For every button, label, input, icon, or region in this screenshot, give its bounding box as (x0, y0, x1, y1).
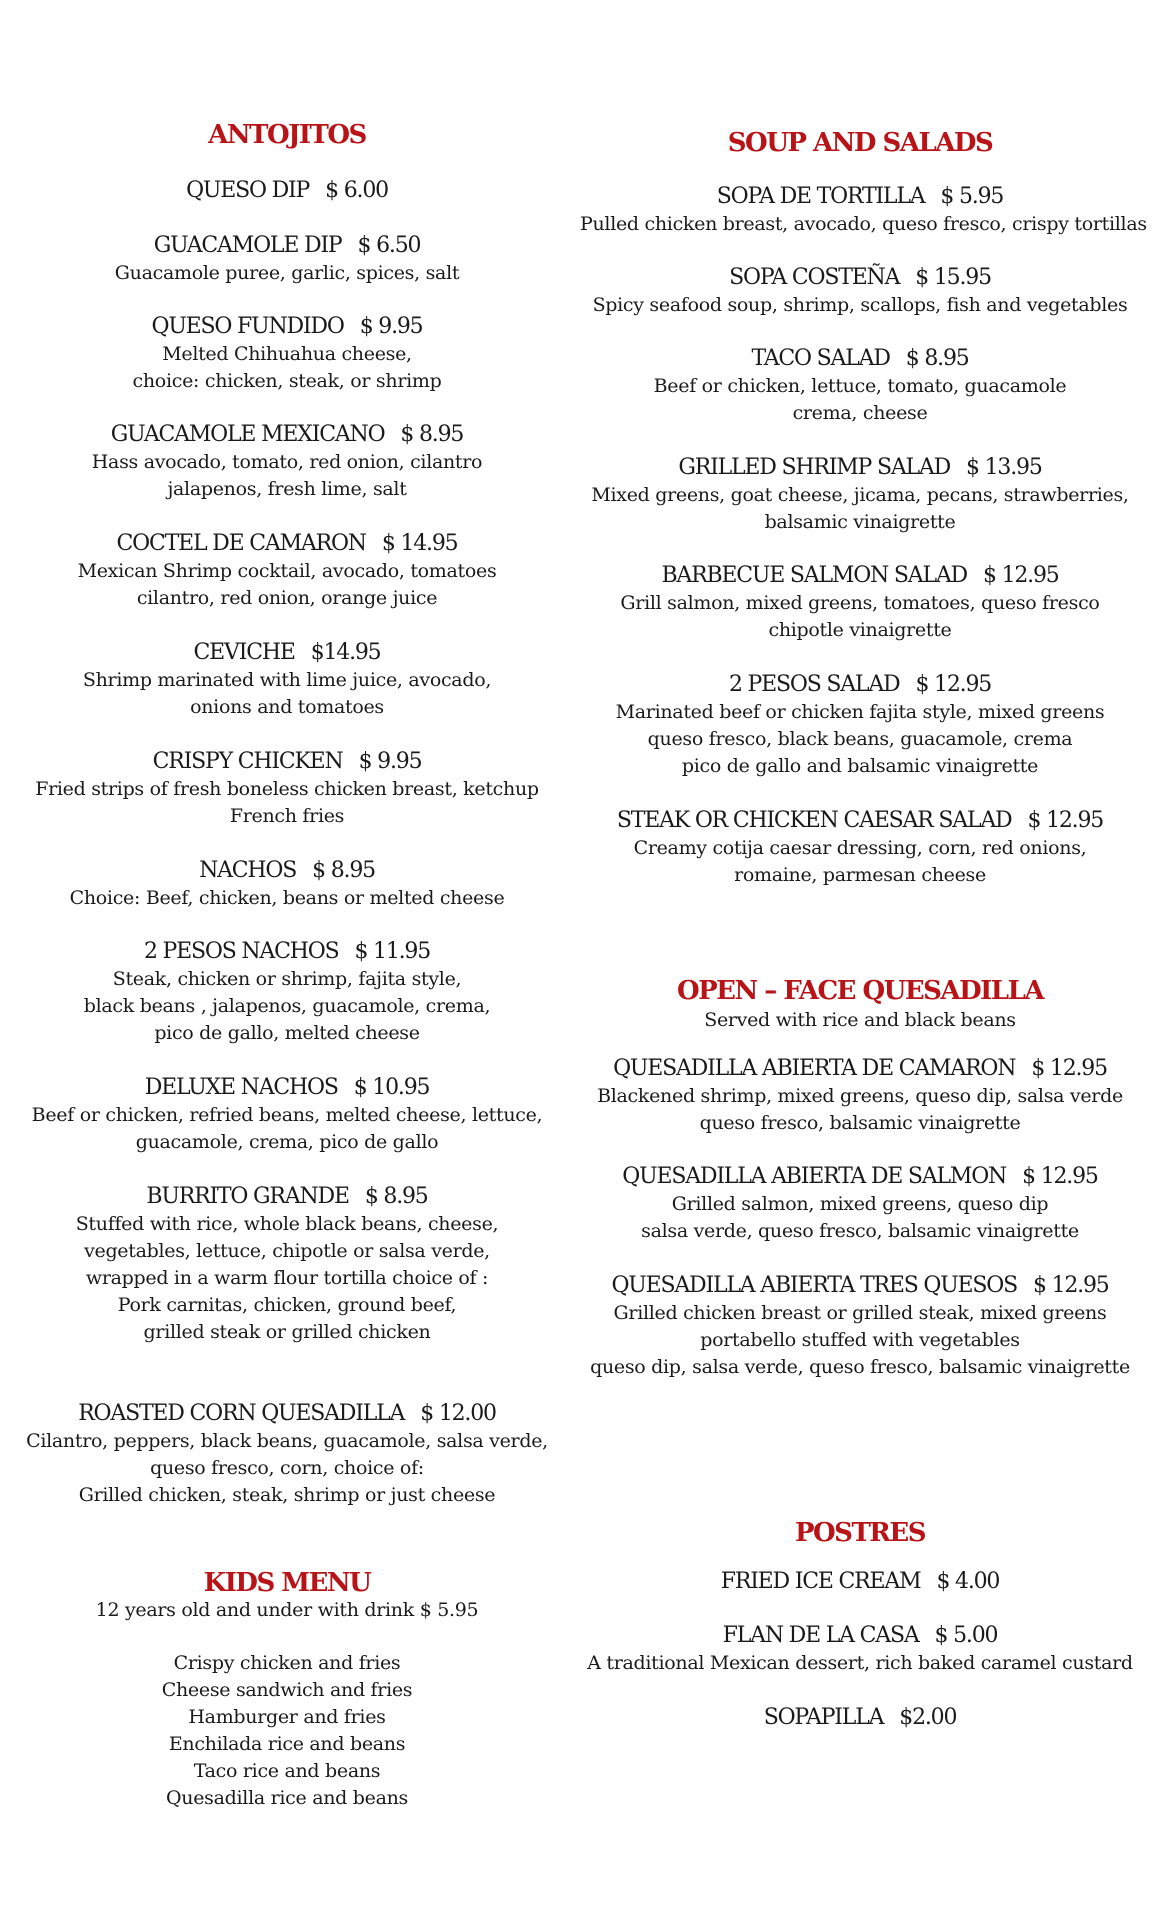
menu-item-name: QUESO DIP (186, 178, 310, 203)
menu-item-description: Stuffed with rice, whole black beans, cheese, (75, 1213, 499, 1235)
menu-item-price: $ 6.00 (325, 178, 388, 203)
menu-item-name: TACO SALAD (751, 346, 890, 371)
menu-item-header (22, 530, 552, 558)
menu-item-header (580, 454, 1140, 482)
menu-item-name: QUESADILLA ABIERTA DE SALMON (622, 1164, 1007, 1189)
menu-item-description: Mexican Shrimp cocktail, avocado, tomatoes (77, 560, 497, 582)
menu-item (580, 562, 1140, 644)
menu-item-description: Grill salmon, mixed greens, tomatoes, queso fresco (620, 592, 1100, 614)
menu-item (22, 1074, 552, 1156)
menu-item (580, 264, 1140, 319)
menu-item-name: GRILLED SHRIMP SALAD (678, 455, 951, 480)
menu-item-description: vegetables, lettuce, chipotle or salsa verde, (84, 1240, 490, 1262)
menu-item (22, 1400, 552, 1509)
menu-item-description: pico de gallo and balsamic vinaigrette (681, 755, 1039, 777)
menu-item-description: Mixed greens, goat cheese, jicama, pecans, strawberries, (591, 484, 1129, 506)
menu-item-header (22, 421, 552, 449)
menu-item-header (580, 807, 1140, 835)
menu-item-name: COCTEL DE CAMARON (116, 531, 366, 556)
menu-item-description: balsamic vinaigrette (764, 511, 956, 533)
menu-item-description: choice: chicken, steak, or shrimp (132, 370, 442, 392)
menu-item-price: $14.95 (310, 640, 381, 665)
menu-item-description: Blackened shrimp, mixed greens, queso dip, salsa verde (597, 1085, 1123, 1107)
menu-item-header (22, 313, 552, 341)
menu-item-name: FLAN DE LA CASA (722, 1623, 919, 1648)
menu-item-price: $ 13.95 (966, 455, 1042, 480)
soup-and-salads-title: SOUP AND SALADS (727, 128, 993, 158)
menu-item-description: Grilled salmon, mixed greens, queso dip (671, 1193, 1049, 1215)
menu-item-name: ROASTED CORN QUESADILLA (78, 1401, 405, 1426)
menu-item-description: grilled steak or grilled chicken (143, 1321, 431, 1343)
menu-item-description: Steak, chicken or shrimp, fajita style, (112, 968, 462, 990)
menu-item-header (22, 232, 552, 260)
menu-item-description: Melted Chihuahua cheese, (162, 343, 412, 365)
kids-menu-title: KIDS MENU (203, 1568, 371, 1598)
menu-item-header (22, 639, 552, 667)
menu-item-description: Beef or chicken, lettuce, tomato, guacamole (653, 375, 1067, 397)
kids-menu-item: Quesadilla rice and beans (166, 1787, 408, 1809)
menu-item-description: cilantro, red onion, orange juice (136, 587, 438, 609)
menu-item-name: 2 PESOS NACHOS (143, 939, 339, 964)
menu-item-description: Pork carnitas, chicken, ground beef, (117, 1294, 457, 1316)
menu-item-description: queso fresco, black beans, guacamole, crema (647, 728, 1073, 750)
menu-item-name: SOPAPILLA (763, 1705, 884, 1730)
menu-item (22, 938, 552, 1047)
menu-item-price: $ 5.95 (940, 184, 1004, 209)
menu-item-header (22, 748, 552, 776)
menu-item-name: 2 PESOS SALAD (728, 672, 900, 697)
menu-item-header (580, 345, 1140, 373)
menu-item-name: SOPA COSTEÑA (729, 265, 900, 290)
menu-item-price: $ 15.95 (915, 265, 991, 290)
menu-item (580, 1704, 1140, 1732)
menu-item-price: $ 8.95 (364, 1184, 428, 1209)
menu-item-description: Shrimp marinated with lime juice, avocado, (82, 669, 492, 691)
kids-menu-item: Cheese sandwich and fries (161, 1679, 413, 1701)
menu-item (22, 530, 552, 612)
menu-item-description: crema, cheese (792, 402, 928, 424)
menu-item-price: $ 8.95 (400, 422, 464, 447)
kids-menu-item: Taco rice and beans (193, 1760, 381, 1782)
menu-item (580, 1622, 1140, 1677)
menu-item-price: $ 12.95 (1031, 1056, 1107, 1081)
menu-item (580, 1272, 1140, 1381)
menu-item-price: $ 8.95 (312, 858, 375, 883)
menu-item-price: $ 12.95 (1022, 1164, 1098, 1189)
menu-item-description: wrapped in a warm flour tortilla choice of : (85, 1267, 489, 1289)
menu-item-header (580, 671, 1140, 699)
menu-item-name: NACHOS (199, 858, 297, 883)
menu-item-price: $ 6.50 (357, 233, 421, 258)
menu-item-name: GUACAMOLE MEXICANO (110, 422, 385, 447)
menu-item-price: $ 12.95 (1032, 1273, 1109, 1298)
menu-item-header (580, 1055, 1140, 1083)
menu-item-description: queso fresco, balsamic vinaigrette (699, 1112, 1021, 1134)
menu-item-header (22, 938, 552, 966)
menu-item-name: BURRITO GRANDE (146, 1184, 349, 1209)
menu-item-description: Beef or chicken, refried beans, melted cheese, lettuce, (31, 1104, 543, 1126)
menu-item-description: Guacamole puree, garlic, spices, salt (114, 262, 460, 284)
menu-item (580, 183, 1147, 238)
menu-item (22, 421, 552, 503)
menu-item-name: FRIED ICE CREAM (720, 1569, 921, 1594)
menu-item-price: $ 4.00 (936, 1569, 1000, 1594)
open-face-quesadilla-subtitle: Served with rice and black beans (704, 1009, 1016, 1031)
menu-item-description: jalapenos, fresh lime, salt (167, 478, 407, 500)
menu-item-description: onions and tomatoes (190, 696, 384, 718)
menu-item-description: romaine, parmesan cheese (734, 864, 986, 886)
menu-item-price: $ 12.95 (915, 672, 992, 697)
menu-item (22, 857, 552, 912)
menu-item-name: QUESO FUNDIDO (151, 314, 344, 339)
menu-item-header (22, 1074, 552, 1102)
menu-item-header (580, 264, 1140, 292)
menu-item-description: portabello stuffed with vegetables (700, 1329, 1020, 1351)
menu-item-name: CRISPY CHICKEN (152, 749, 343, 774)
menu-item (22, 177, 552, 205)
menu-item-description: queso fresco, corn, choice of: (150, 1457, 424, 1479)
antojitos-title: ANTOJITOS (208, 120, 366, 150)
menu-item-description: chipotle vinaigrette (768, 619, 952, 641)
menu-item-header (580, 1704, 1140, 1732)
menu-item-description: Grilled chicken breast or grilled steak, mixed greens (613, 1302, 1107, 1324)
menu-item (22, 1183, 552, 1346)
kids-menu-item: Enchilada rice and beans (168, 1733, 406, 1755)
menu-item-description: black beans , jalapenos, guacamole, crema, (83, 995, 491, 1017)
menu-item-description: Choice: Beef, chicken, beans or melted cheese (69, 887, 505, 909)
menu-item-price: $ 14.95 (381, 531, 458, 556)
menu-item-name: QUESADILLA ABIERTA TRES QUESOS (611, 1273, 1017, 1298)
menu-item (22, 232, 552, 287)
menu-item-price: $ 5.00 (934, 1623, 998, 1648)
kids-menu-item: Hamburger and fries (188, 1706, 386, 1728)
menu-item-description: salsa verde, queso fresco, balsamic vinaigrette (641, 1220, 1079, 1242)
menu-item-header (580, 1272, 1140, 1300)
menu-item-name: GUACAMOLE DIP (153, 233, 342, 258)
menu-item-name: DELUXE NACHOS (144, 1075, 338, 1100)
menu-item-description: Grilled chicken, steak, shrimp or just cheese (78, 1484, 496, 1506)
menu-item-description: Spicy seafood soup, shrimp, scallops, fish and vegetables (592, 294, 1128, 316)
kids-menu-subtitle: 12 years old and under with drink $ 5.95 (95, 1599, 479, 1621)
menu-item-price: $ 9.95 (358, 749, 422, 774)
menu-item (580, 1568, 1140, 1596)
menu-item-price: $ 10.95 (353, 1075, 430, 1100)
menu-item-price: $ 12.95 (982, 563, 1059, 588)
menu-item-price: $ 9.95 (359, 314, 423, 339)
kids-menu-item: Crispy chicken and fries (173, 1652, 401, 1674)
menu-item-header (580, 1163, 1140, 1191)
menu-item-header (580, 562, 1140, 590)
menu-item-price: $2.00 (899, 1705, 957, 1730)
menu-item-price: $ 11.95 (354, 939, 431, 964)
menu-item-description: Hass avocado, tomato, red onion, cilantro (91, 451, 483, 473)
menu-item-name: SOPA DE TORTILLA (716, 184, 925, 209)
menu-item-name: QUESADILLA ABIERTA DE CAMARON (613, 1056, 1016, 1081)
menu-item-name: BARBECUE SALMON SALAD (661, 563, 967, 588)
menu-item-description: guacamole, crema, pico de gallo (135, 1131, 439, 1153)
menu-item-description: Fried strips of fresh boneless chicken breast, ketchup (35, 778, 539, 800)
menu-item-description: pico de gallo, melted cheese (154, 1022, 420, 1044)
menu-item-description: French fries (229, 805, 345, 827)
menu-item-description: Cilantro, peppers, black beans, guacamole, salsa verde, (26, 1430, 548, 1452)
open-face-quesadilla-title: OPEN – FACE QUESADILLA (676, 976, 1044, 1006)
menu-item-header (580, 183, 1140, 211)
menu-item (580, 807, 1140, 889)
menu-item-description: A traditional Mexican dessert, rich baked caramel custard (587, 1652, 1133, 1674)
menu-item-name: STEAK OR CHICKEN CAESAR SALAD (616, 808, 1012, 833)
menu-item (22, 313, 552, 395)
menu-item (580, 1055, 1140, 1137)
menu-item-header (22, 857, 552, 885)
menu-item-description: Pulled chicken breast, avocado, queso fresco, crispy tortillas (580, 213, 1147, 235)
menu-item-description: Marinated beef or chicken fajita style, mixed greens (615, 701, 1105, 723)
menu-item-header (580, 1622, 1140, 1650)
menu-item (580, 671, 1140, 780)
menu-item-header (22, 1400, 552, 1428)
menu-item-header (22, 1183, 552, 1211)
postres-title: POSTRES (794, 1518, 926, 1548)
menu-item-price: $ 8.95 (905, 346, 969, 371)
menu-item (580, 454, 1140, 536)
menu-item (22, 748, 552, 830)
menu-item-price: $ 12.95 (1027, 808, 1104, 833)
menu-item-name: CEVICHE (193, 640, 295, 665)
menu-item-header (22, 177, 552, 205)
menu-item-header (580, 1568, 1140, 1596)
menu-item (580, 345, 1140, 427)
menu-item-price: $ 12.00 (420, 1401, 496, 1426)
menu-item (22, 639, 552, 721)
menu-item (580, 1163, 1140, 1245)
menu-item-description: Creamy cotija caesar dressing, corn, red onions, (633, 837, 1087, 859)
menu-item-description: queso dip, salsa verde, queso fresco, balsamic vinaigrette (590, 1356, 1130, 1378)
